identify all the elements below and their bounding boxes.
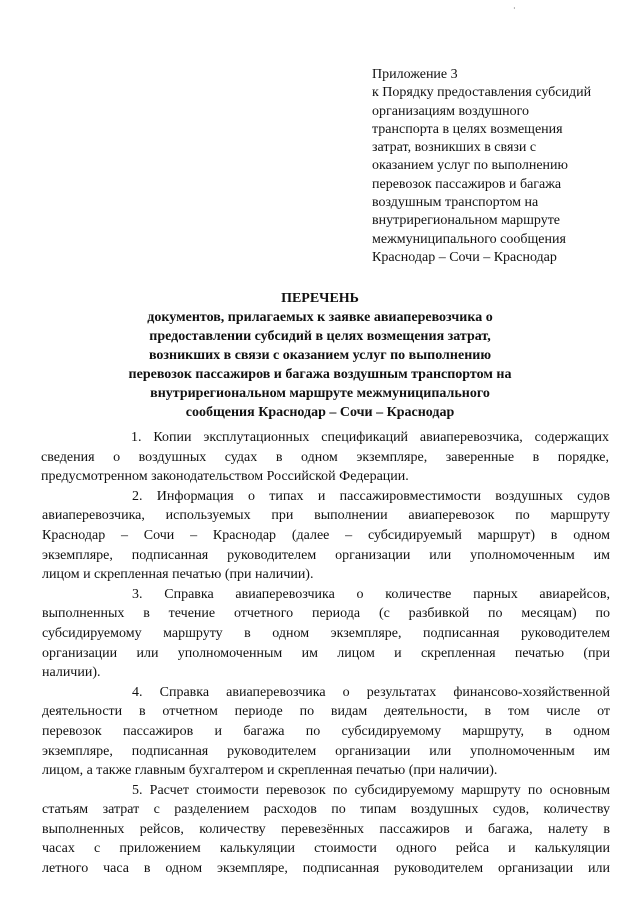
paragraph-line: экземпляре, подписанная руководителем организации или уполномоченным им [42, 547, 610, 563]
paragraph-line: деятельности в отчетном периоде по видам деятельности, в том числе от [42, 704, 610, 720]
document-body [41, 428, 610, 879]
paragraph-line: субсидируемому маршруту в одном экземпляре, подписанная руководителем [42, 625, 610, 641]
paragraph-line: экземпляре, подписанная руководителем организации или уполномоченным им [42, 743, 610, 759]
paragraph-line: наличии). [42, 665, 101, 681]
paragraph-line: 4. Справка авиаперевозчика о результатах финансово-хозяйственной [132, 684, 610, 700]
paragraph-line: летного часа в одном экземпляре, подписанная руководителем организации или [42, 861, 610, 877]
title-line: перевозок пассажиров и багажа воздушным транспортом на [128, 367, 512, 382]
paragraph-2 [42, 487, 610, 585]
paragraph-line: предусмотренном законодательством Российской Федерации. [41, 469, 409, 485]
appendix-line: организациям воздушного [372, 103, 530, 119]
appendix-line: оказанием услуг по выполнению [372, 158, 568, 174]
appendix-line: к Порядку предоставления субсидий [372, 85, 592, 101]
paragraph-line: выполненных рейсов, количеству перевезённых пассажиров и багажа, налету в [42, 821, 610, 837]
paragraph-line: 2. Информация о типах и пассажировместимости воздушных судов [132, 488, 610, 504]
paragraph-line: Краснодар – Сочи – Краснодар (далее – субсидируемый маршрут) в одном [42, 527, 610, 543]
paragraph-line: лицом, а также главным бухгалтером и скрепленная печатью (при наличии). [42, 763, 498, 779]
appendix-line: перевозок пассажиров и багажа [372, 176, 562, 192]
appendix-line: Краснодар – Сочи – Краснодар [372, 249, 557, 265]
paragraph-line: сведения о воздушных судах в одном экземпляре, заверенные в порядке, [41, 449, 609, 465]
appendix-line: межмуниципального сообщения [372, 231, 566, 247]
paragraph-1 [41, 428, 610, 487]
title-line: внутрирегиональном маршруте межмуниципального [150, 386, 490, 401]
paragraph-4 [42, 683, 610, 781]
paragraph-line: лицом и скрепленная печатью (при наличии). [42, 567, 314, 583]
document-title [20, 289, 620, 422]
scan-speck: · [513, 4, 516, 13]
paragraph-line: выполненных в течение отчетного периода (с разбивкой по месяцам) по [42, 606, 610, 622]
paragraph-line: 1. Копии эксплутационных спецификаций авиаперевозчика, содержащих [131, 430, 609, 445]
appendix-line: затрат, возникших в связи с [372, 140, 537, 156]
paragraph-line: 5. Расчет стоимости перевозок по субсидируемому маршруту по основным [132, 782, 610, 798]
title-heading: ПЕРЕЧЕНЬ [281, 291, 359, 306]
appendix-line: Приложение 3 [372, 67, 458, 82]
title-line: документов, прилагаемых к заявке авиаперевозчика о [147, 310, 493, 325]
paragraph-line: авиаперевозчика, используемых при выполнении авиаперевозок по маршруту [42, 508, 610, 524]
paragraph-5 [42, 781, 610, 879]
appendix-line: воздушным транспортом на [372, 195, 539, 211]
title-line: сообщения Краснодар – Сочи – Краснодар [185, 405, 455, 420]
paragraph-line: 3. Справка авиаперевозчика о количестве парных авиарейсов, [132, 586, 610, 602]
appendix-line: транспорта в целях возмещения [372, 121, 563, 137]
appendix-line: внутрирегиональном маршруте [372, 213, 561, 229]
title-line: возникших в связи с оказанием услуг по выполнению [148, 348, 492, 363]
appendix-header [372, 66, 634, 267]
paragraph-3 [42, 585, 610, 683]
paragraph-line: часах с приложением калькуляции стоимости одного рейса и калькуляции [42, 841, 610, 857]
paragraph-line: организации или уполномоченным им лицом и скрепленная печатью (при [42, 645, 610, 661]
paragraph-line: статьям затрат с разделением расходов по типам воздушных судов, количеству [42, 802, 610, 818]
title-line: предоставлении субсидий в целях возмещения затрат, [149, 329, 491, 344]
paragraph-line: перевозок пассажиров и багажа по субсидируемому маршруту, в одном [42, 723, 610, 739]
